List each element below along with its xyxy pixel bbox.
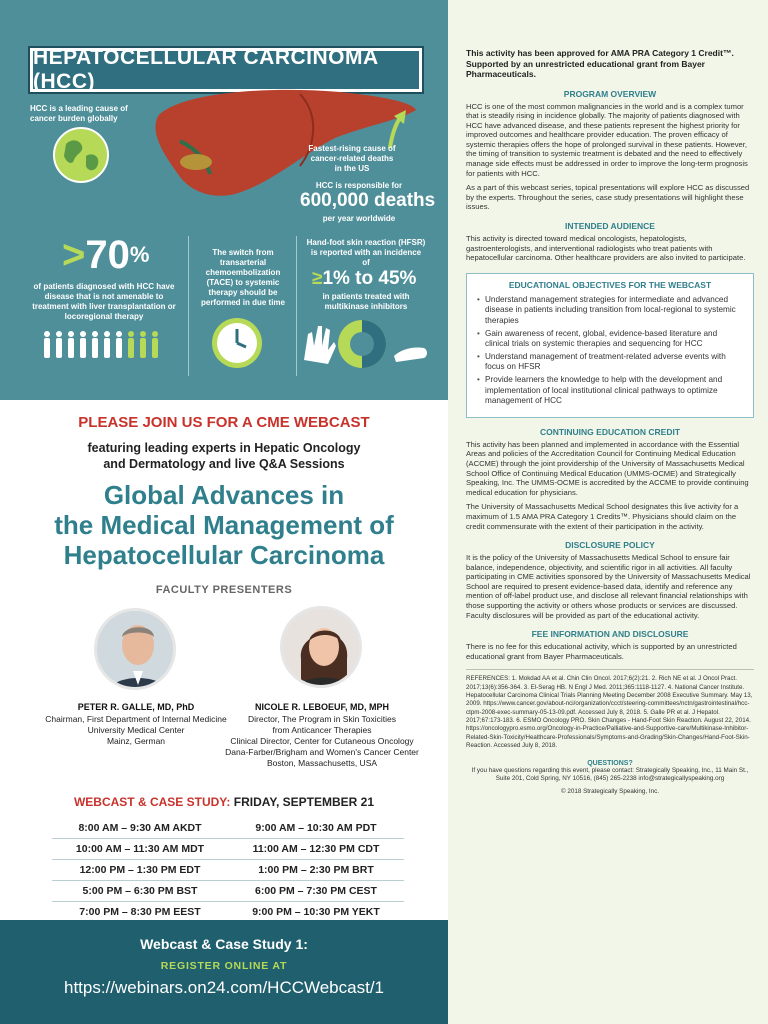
- objective-item: • Understand management strategies for intermediate and advanced disease in patients including transition from local-regional to systemic therapies: [477, 295, 743, 327]
- stat-70-text: of patients diagnosed with HCC have disease that is not amenable to treatment with liver transplantation or locoregional therapy: [32, 282, 176, 321]
- objective-item: • Provide learners the knowledge to help with the development and implementation of local institutional clinical pathways to optimize management of HCC: [477, 375, 743, 407]
- featuring-text: featuring leading experts in Hepatic Oncology and Dermatology and live Q&A Sessions: [87, 441, 361, 471]
- patients-icon: [42, 330, 168, 360]
- infographic-panel: [0, 0, 448, 400]
- program-overview-p2: As a part of this webcast series, topical presentations will explore HCC as discussed by the experts. Throughout the series, case study presentations will highlight these issues.: [466, 183, 750, 212]
- references: REFERENCES: 1. Mokdad AA et al. Chin Clin Oncol. 2017;6(2):21. 2. Rich NE et al. J Oncol Pract. 2017;13(6):356-364. 3. El-Serag HB. N Engl J Med. 2011;365:1118-1127. 4. National Cancer Institute. Hepatocellular Carcinoma Clinical Trials Planning Meeting December 2008 Executive Summary. May 13, 2009. https://www.cancer.gov/about-nci/organization/ccct/steering-committees/nctn/gastrointestinal/hcc-ctpm-2008-exec-summary-05-13-09.pdf. Accessed July 8, 2018. 5. Galle PR et al. J Hepatol. 2017;67:173-183. 6. ESMO Oncology PRO. Skin Changes - Hand-Foot Skin Reaction. August 22, 2014. https://oncologypro.esmo.org/Oncology-in-Practice/Palliative-and-Supportive-care/Multikinase-Inhibitor-Related-Skin-Toxicity/Healthcare-Professionals/Symptoms-and-Grading/Skin-Changes/Hand-Foot-Skin-Reaction. Accessed July 8, 2018.: [466, 669, 754, 750]
- schedule-table: [52, 818, 404, 923]
- fact-burden: HCC is a leading cause of cancer burden globally: [30, 104, 128, 123]
- fact-responsible: HCC is responsible for: [315, 181, 403, 190]
- approval-statement: This activity has been approved for AMA PRA Category 1 Credit™. Supported by an unrestricted educational grant from Bayer Pharmaceuticals.: [466, 48, 734, 79]
- register-line1: Webcast & Case Study 1:: [140, 936, 308, 952]
- objective-item: • Gain awareness of recent, global, evidence-based literature and clinical trials on systemic therapies and sequencing for HCC: [477, 329, 743, 350]
- faculty-affiliation-galle: Chairman, First Department of Internal Medicine University Medical Center Mainz, German: [45, 714, 227, 746]
- disclosure-heading: DISCLOSURE POLICY: [565, 540, 655, 551]
- schedule-row: 7:00 PM – 8:30 PM EEST 9:00 PM – 10:30 PM YEKT: [52, 902, 404, 923]
- clock-icon: [210, 316, 264, 370]
- hfsr-sub: in patients treated with multikinase inhibitors: [322, 292, 410, 311]
- right-column: [448, 0, 768, 1024]
- faculty-name-leboeuf: NICOLE R. LEBOEUF, MD, MPH: [254, 702, 389, 712]
- credit-text-1: This activity has been planned and implemented in accordance with the Essential Areas and policies of the Accreditation Council for Continuing Medical Education (ACCME) through the joint providership of the University of Massachusetts Medical School Office of Continuing Medical Education (UMMS-OCME) and Strategically Speaking, Inc. The UMMS-OCME is accredited by the ACCME to provide continuing medical education for physicians.: [466, 439, 749, 497]
- schedule-row: 12:00 PM – 1:30 PM EDT 1:00 PM – 2:30 PM BRT: [52, 860, 404, 881]
- fee-text: There is no fee for this educational activity, which is supported by an unrestricted educational grant from Bayer Pharmaceuticals.: [466, 642, 737, 661]
- faculty-name-galle: PETER R. GALLE, MD, PhD: [77, 702, 195, 712]
- schedule-row: 8:00 AM – 9:30 AM AKDT 9:00 AM – 10:30 AM PDT: [52, 818, 404, 839]
- fee-heading: FEE INFORMATION AND DISCLOSURE: [531, 629, 689, 640]
- fact-fastest: Fastest-rising cause of cancer-related deaths in the US: [308, 144, 396, 173]
- register-line2: REGISTER ONLINE AT: [160, 960, 288, 972]
- questions-heading: QUESTIONS?: [587, 760, 633, 768]
- objective-item: • Understand management of treatment-related adverse events with focus on HFSR: [477, 352, 743, 373]
- credit-text-2: The University of Massachusetts Medical School designates this live activity for a maximum of 1.5 AMA PRA Category 1 Credits™. Physicians should claim on the credit commensurate with the extent of their participation in the activity.: [466, 502, 739, 531]
- objectives-heading: EDUCATIONAL OBJECTIVES FOR THE WEBCAST: [508, 279, 712, 290]
- join-heading: PLEASE JOIN US FOR A CME WEBCAST: [78, 414, 370, 431]
- audience-text: This activity is directed toward medical oncologists, hepatologists, gastroenterologists, and interventional radiologists who treat patients with hepatocellular carcinoma. Other healthcare providers are also invited to participate.: [466, 234, 746, 263]
- program-overview-heading: PROGRAM OVERVIEW: [563, 88, 657, 99]
- deaths-stat: 600,000 deaths: [300, 190, 436, 211]
- hfsr-range: ≥1% to 45%: [312, 268, 417, 289]
- tace-text: The switch from transarterial chemoembolization (TACE) to systemic therapy should be performed in due time: [200, 248, 285, 307]
- deaths-sub: per year worldwide: [322, 214, 396, 223]
- objectives-box: [466, 273, 754, 418]
- stat-70-percent: >70%: [62, 233, 150, 277]
- faculty-photo-leboeuf: [280, 606, 362, 688]
- globe-icon: [52, 126, 110, 184]
- disclosure-text: It is the policy of the University of Massachusetts Medical School to ensure fair balance, independence, objectivity, and scientific rigor in all activities. All faculty participating in CME activities sponsored by the University of Massachusetts Medical School are required to present evidence-based data, identify and reference any mention of off-label product use, and disclose all relevant financial relationships with those supporting the activity or others whose products or services are discussed. Faculty disclosures will be provided as part of the educational activity.: [466, 553, 751, 620]
- questions-contact: If you have questions regarding this event, please contact: Strategically Speaking, Inc., 11 Main St., Suite 201, Cold Spring, NY 10516, (845) 265-2238 info@strategicallyspeaking.org: [471, 767, 749, 783]
- audience-heading: INTENDED AUDIENCE: [565, 221, 655, 232]
- copyright: © 2018 Strategically Speaking, Inc.: [560, 787, 660, 795]
- divider: [296, 236, 297, 376]
- schedule-heading: WEBCAST & CASE STUDY: FRIDAY, SEPTEMBER 21: [73, 795, 375, 809]
- register-link[interactable]: https://webinars.on24.com/HCCWebcast/1: [64, 978, 384, 997]
- hfsr-text: Hand-foot skin reaction (HFSR) is reported with an incidence of: [306, 238, 426, 267]
- hand-foot-icon: [300, 316, 430, 376]
- faculty-photo-galle: [94, 608, 176, 690]
- webcast-title: Global Advances in the Medical Management of Hepatocellular Carcinoma: [54, 480, 394, 570]
- divider: [188, 236, 189, 376]
- schedule-row: 10:00 AM – 11:30 AM MDT 11:00 AM – 12:30 PM CDT: [52, 839, 404, 860]
- faculty-heading: FACULTY PRESENTERS: [155, 584, 293, 596]
- credit-heading: CONTINUING EDUCATION CREDIT: [539, 426, 681, 437]
- program-overview-p1: HCC is one of the most common malignancies in the world and is a complex tumor that is steadily rising in incidence globally. The majority of patients diagnosed with HCC have advanced disease, and these patients represent the highest priority for improved outcomes and healthcare provider education. The proven efficacy of systemic therapies offers the hope of prolonged survival in these patients. However, the timing of transition to systemic treatment is debated and the need to effectively manage side effects must be addressed in order to improve the long-term prognosis for patients with HCC.: [466, 101, 748, 178]
- schedule-row: 5:00 PM – 6:30 PM BST 6:00 PM – 7:30 PM CEST: [52, 881, 404, 902]
- hero-title: HEPATOCELLULAR CARCINOMA (HCC): [30, 48, 422, 92]
- faculty-affiliation-leboeuf: Director, The Program in Skin Toxicities from Anticancer Therapies Clinical Director, Center for Cutaneous Oncology Dana-Farber/Brigham and Women's Cancer Center Boston, Massachusetts, USA: [225, 714, 419, 768]
